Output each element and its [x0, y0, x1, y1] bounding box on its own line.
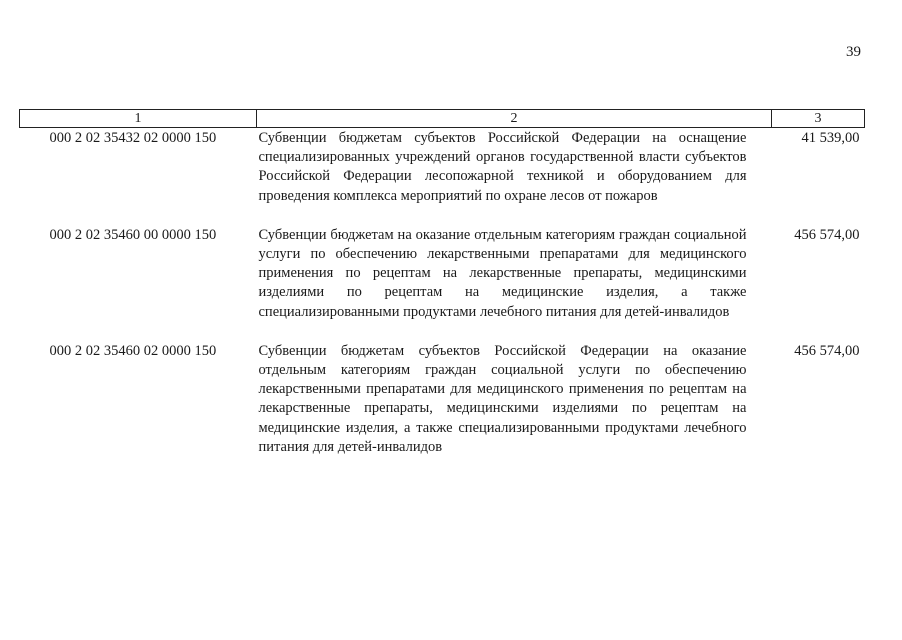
budget-description: Субвенции бюджетам на оказание отдельным категориям граждан социальной услуги по обеспечению лекарственными препаратами для медицинского применения по рецептам на лекарственные препараты, медицинскими изделиями по рецептам на медицинские изделия, а также специализированными продуктами лечебного питания для детей-инвалидов [258, 226, 747, 320]
budget-amount: 456 574,00 [794, 342, 860, 359]
budget-table [19, 109, 865, 477]
table-row [20, 128, 865, 226]
budget-code: 000 2 02 35460 00 0000 150 [49, 226, 217, 243]
budget-code: 000 2 02 35460 02 0000 150 [49, 342, 217, 359]
header-row [20, 110, 865, 128]
budget-description: Субвенции бюджетам субъектов Российской Федерации на оказание отдельным категориям граждан социальной услуги по обеспечению лекарственными препаратами для медицинского применения по рецептам на лекарственные препараты, медицинскими изделиями по рецептам на медицинские изделия, а также специализированными продуктами лечебного питания для детей-инвалидов [258, 342, 747, 455]
budget-amount: 41 539,00 [801, 130, 860, 146]
table-body [20, 128, 865, 478]
table-row [20, 226, 865, 342]
budget-amount: 456 574,00 [794, 226, 860, 243]
table-header [20, 110, 865, 128]
budget-description: Субвенции бюджетам субъектов Российской Федерации на оснащение специализированных учреждений органов государственной власти субъектов Российской Федерации лесопожарной техникой и оборудованием для проведения комплекса мероприятий по охране лесов от пожаров [258, 130, 747, 204]
table-row [20, 342, 865, 477]
header-col-3: 3 [772, 110, 865, 128]
budget-code: 000 2 02 35432 02 0000 150 [49, 130, 217, 146]
header-col-2: 2 [257, 110, 772, 128]
page-number: 39 [846, 44, 861, 60]
header-col-1: 1 [20, 110, 257, 128]
